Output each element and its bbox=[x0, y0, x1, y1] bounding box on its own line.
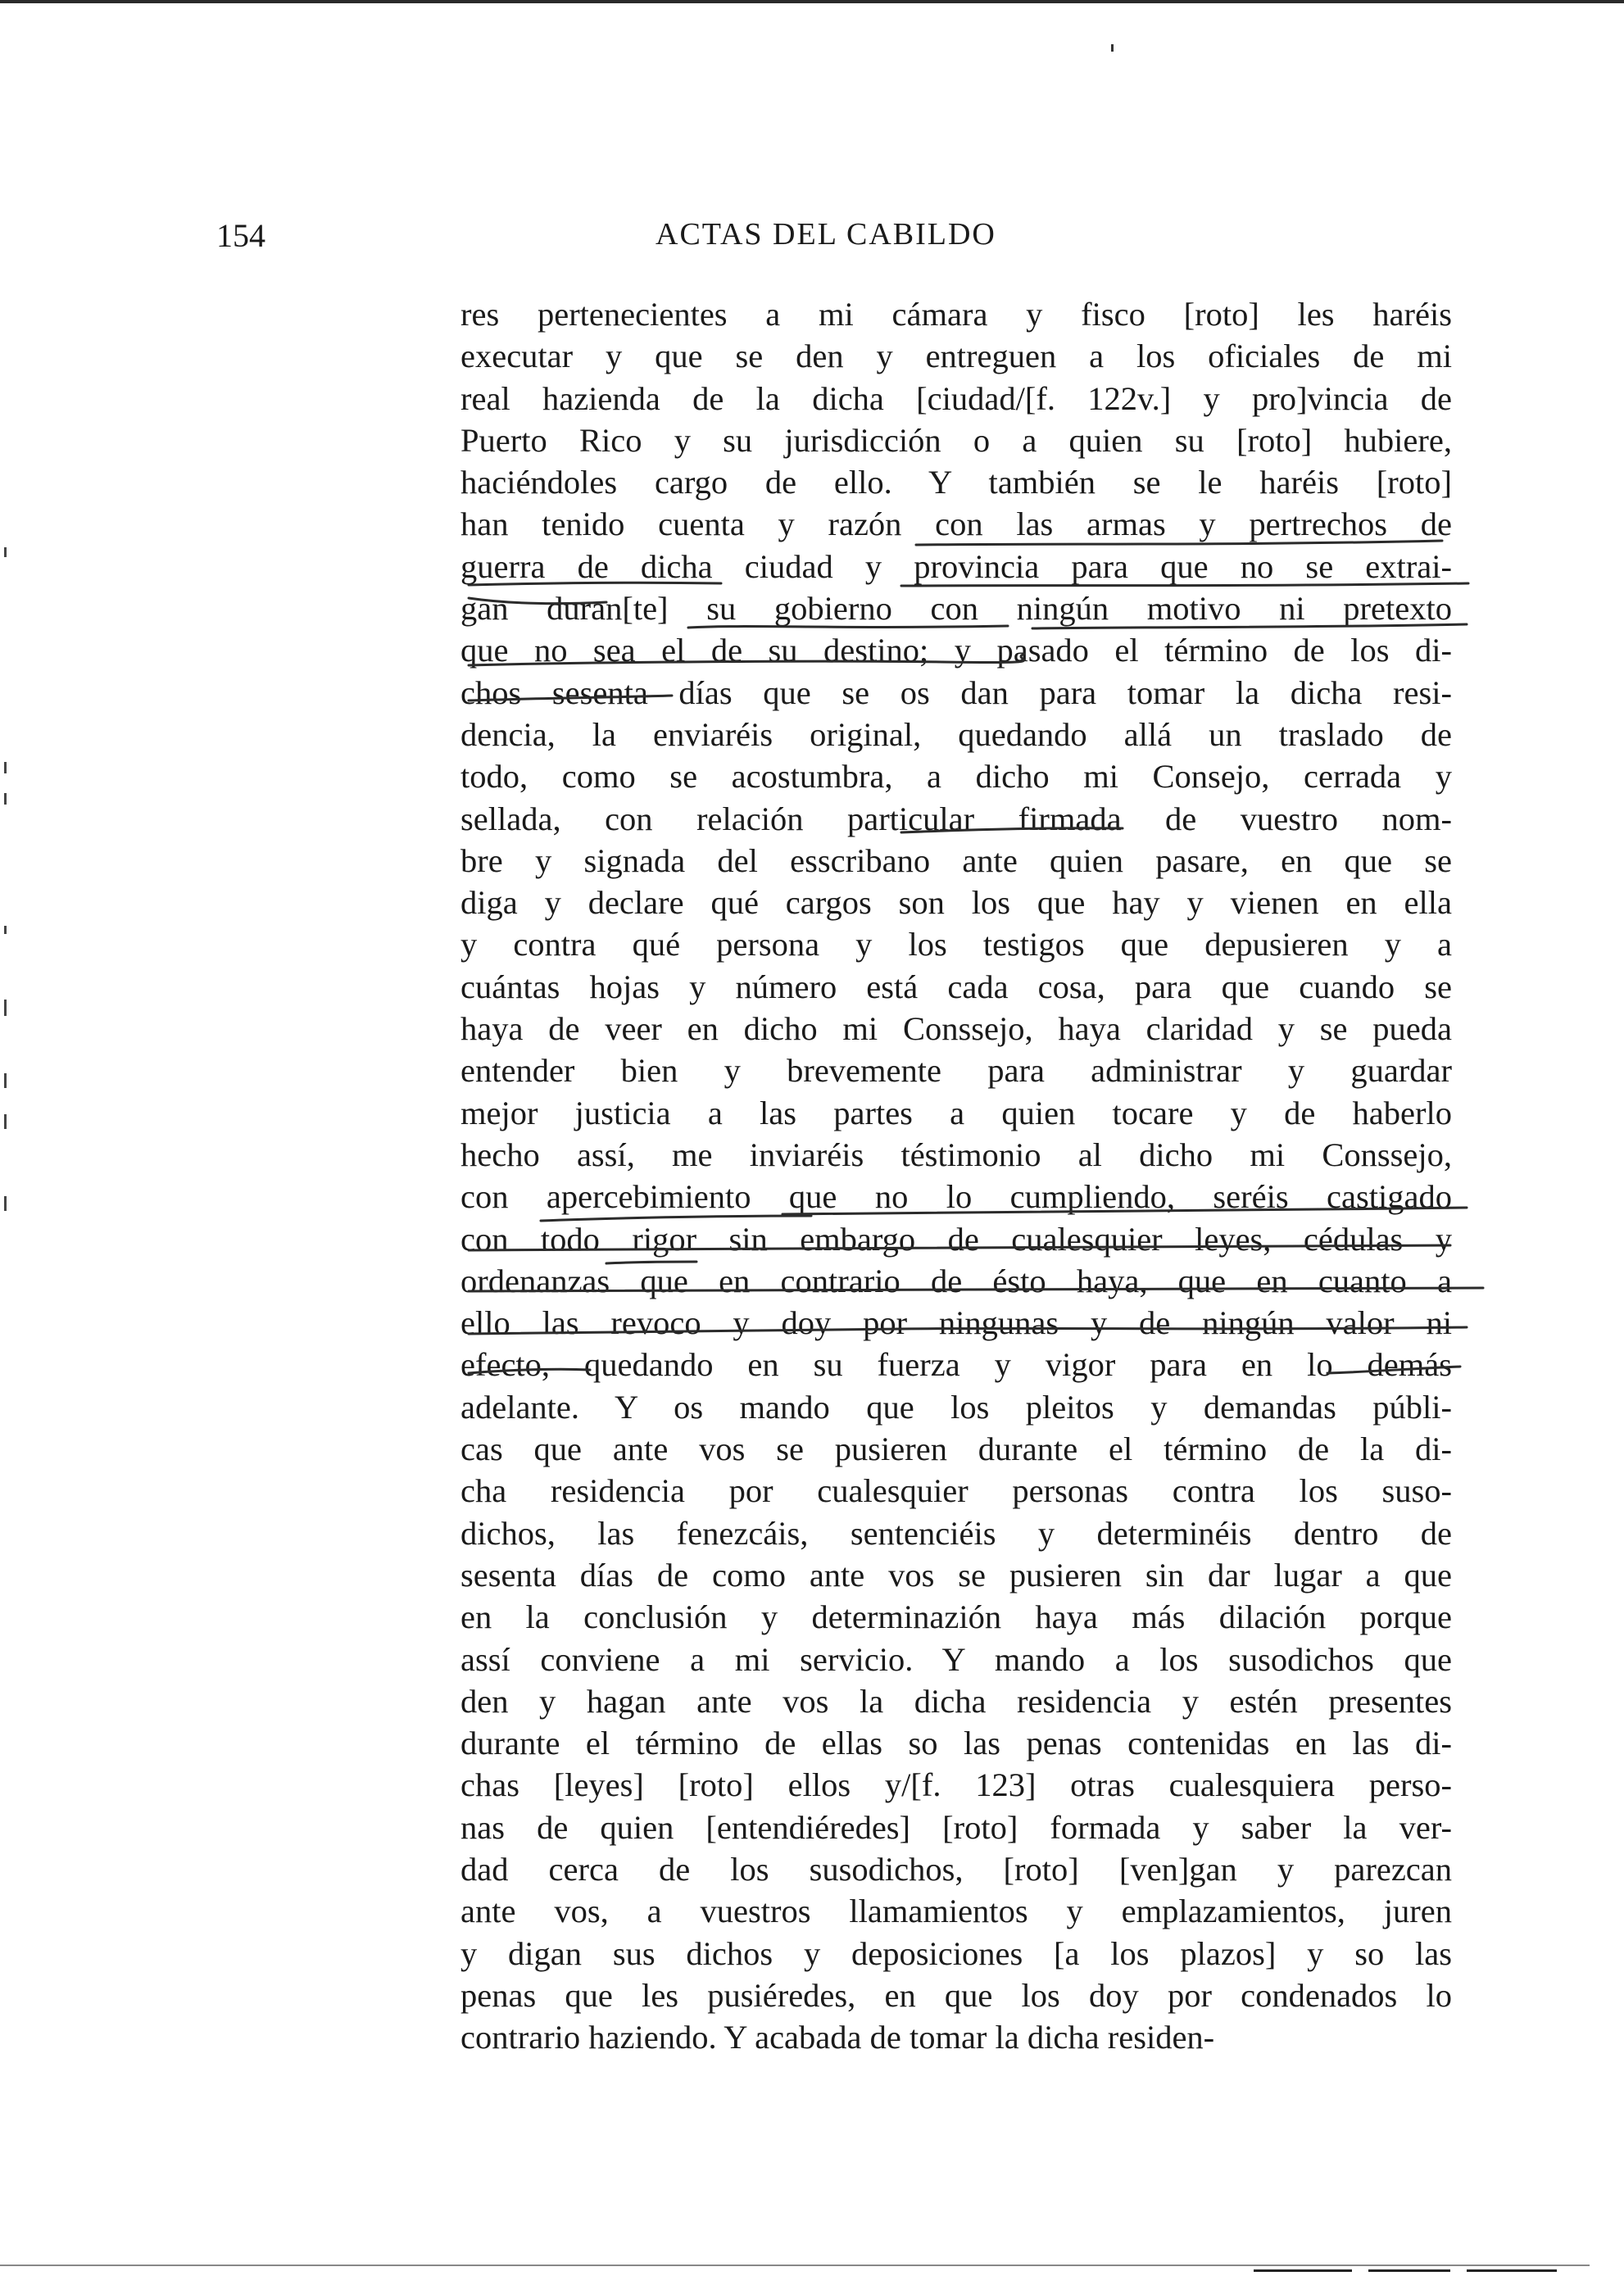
text-line: chos sesenta días que se os dan para tomar la dicha resi- bbox=[460, 673, 1452, 711]
text-line: dad cerca de los susodichos, [roto] [ven]gan y parezcan bbox=[460, 1850, 1452, 1888]
text-line: cuántas hojas y número está cada cosa, para que cuando se bbox=[460, 968, 1452, 1005]
bottom-scan-edge bbox=[1467, 2269, 1557, 2272]
text-line: gan duran[te] su gobierno con ningún motivo ni pretexto bbox=[460, 590, 1452, 628]
text-line: contrario haziendo. Y acabada de tomar la dicha residen- bbox=[460, 2019, 1215, 2056]
text-line: que no sea el de su destino; y pasado el término de los di- bbox=[460, 632, 1452, 669]
text-line: todo, como se acostumbra, a dicho mi Consejo, cerrada y bbox=[460, 758, 1452, 796]
text-line: bre y signada del esscribano ante quien pasare, en que se bbox=[460, 841, 1452, 879]
text-line: ante vos, a vuestros llamamientos y emplazamientos, juren bbox=[460, 1893, 1452, 1930]
margin-mark bbox=[4, 1196, 7, 1211]
bottom-scan-edge bbox=[0, 2265, 1590, 2266]
text-line: real hazienda de la dicha [ciudad/[f. 122v.] y pro]vincia de bbox=[460, 379, 1452, 417]
body-text bbox=[460, 293, 1452, 2058]
text-line: durante el término de ellas so las penas contenidas en las di- bbox=[460, 1725, 1452, 1762]
top-scan-edge bbox=[0, 0, 1624, 3]
text-line: nas de quien [entendiéredes] [roto] formada y saber la ver- bbox=[460, 1808, 1452, 1846]
text-line: haciéndoles cargo de ello. Y también se le haréis [roto] bbox=[460, 464, 1452, 501]
scan-speck bbox=[1111, 44, 1114, 52]
text-line: ello las revoco y doy por ningunas y de ningún valor ni bbox=[460, 1304, 1452, 1342]
text-line: en la conclusión y determinazión haya más dilación porque bbox=[460, 1598, 1452, 1636]
text-line: res pertenecientes a mi cámara y fisco [roto] les haréis bbox=[460, 296, 1452, 333]
bottom-scan-edge bbox=[1254, 2269, 1352, 2272]
text-line: sellada, con relación particular firmada de vuestro nom- bbox=[460, 800, 1452, 837]
text-line: den y hagan ante vos la dicha residencia y estén presentes bbox=[460, 1682, 1452, 1720]
text-line: han tenido cuenta y razón con las armas y pertrechos de bbox=[460, 506, 1452, 543]
text-line: y digan sus dichos y deposiciones [a los plazos] y so las bbox=[460, 1934, 1452, 1972]
page-number: 154 bbox=[216, 217, 265, 254]
text-line: efecto, quedando en su fuerza y vigor para en lo demás bbox=[460, 1346, 1452, 1384]
margin-mark bbox=[4, 762, 7, 773]
margin-mark bbox=[4, 1114, 7, 1129]
text-line: chas [leyes] [roto] ellos y/[f. 123] otras cualesquiera perso- bbox=[460, 1766, 1452, 1804]
margin-mark bbox=[4, 926, 7, 934]
text-line: dencia, la enviaréis original, quedando allá un traslado de bbox=[460, 715, 1452, 753]
text-line: cha residencia por cualesquier personas contra los suso- bbox=[460, 1472, 1452, 1510]
text-line: entender bien y brevemente para administrar y guardar bbox=[460, 1052, 1452, 1090]
text-line: Puerto Rico y su jurisdicción o a quien su [roto] hubiere, bbox=[460, 421, 1452, 459]
text-line: dichos, las fenezcáis, sentenciéis y determinéis dentro de bbox=[460, 1514, 1452, 1552]
text-line: cas que ante vos se pusieren durante el término de la di- bbox=[460, 1430, 1452, 1468]
text-line: guerra de dicha ciudad y provincia para que no se extrai- bbox=[460, 547, 1452, 585]
margin-mark bbox=[4, 793, 7, 805]
text-line: adelante. Y os mando que los pleitos y demandas públi- bbox=[460, 1388, 1452, 1426]
margin-mark bbox=[4, 1073, 7, 1088]
text-line: con apercebimiento que no lo cumpliendo, seréis castigado bbox=[460, 1178, 1452, 1216]
text-line: con todo rigor sin embargo de cualesquier leyes, cédulas y bbox=[460, 1220, 1452, 1258]
text-line: executar y que se den y entreguen a los oficiales de mi bbox=[460, 338, 1452, 375]
text-line: y contra qué persona y los testigos que depusieren y a bbox=[460, 926, 1452, 963]
margin-mark bbox=[4, 1000, 7, 1016]
running-head: ACTAS DEL CABILDO bbox=[655, 217, 996, 252]
text-line: ordenanzas que en contrario de ésto haya, que en cuanto a bbox=[460, 1262, 1452, 1299]
text-line: haya de veer en dicho mi Conssejo, haya claridad y se pueda bbox=[460, 1010, 1452, 1048]
text-line: penas que les pusiéredes, en que los doy por condenados lo bbox=[460, 1976, 1452, 2014]
margin-mark bbox=[4, 547, 7, 557]
text-line: sesenta días de como ante vos se pusieren sin dar lugar a que bbox=[460, 1556, 1452, 1594]
text-line: assí conviene a mi servicio. Y mando a los susodichos que bbox=[460, 1640, 1452, 1678]
text-line: diga y declare qué cargos son los que hay y vienen en ella bbox=[460, 884, 1452, 922]
text-line: mejor justicia a las partes a quien tocare y de haberlo bbox=[460, 1094, 1452, 1131]
text-line: hecho assí, me inviaréis téstimonio al dicho mi Conssejo, bbox=[460, 1136, 1452, 1173]
bottom-scan-edge bbox=[1368, 2269, 1450, 2272]
